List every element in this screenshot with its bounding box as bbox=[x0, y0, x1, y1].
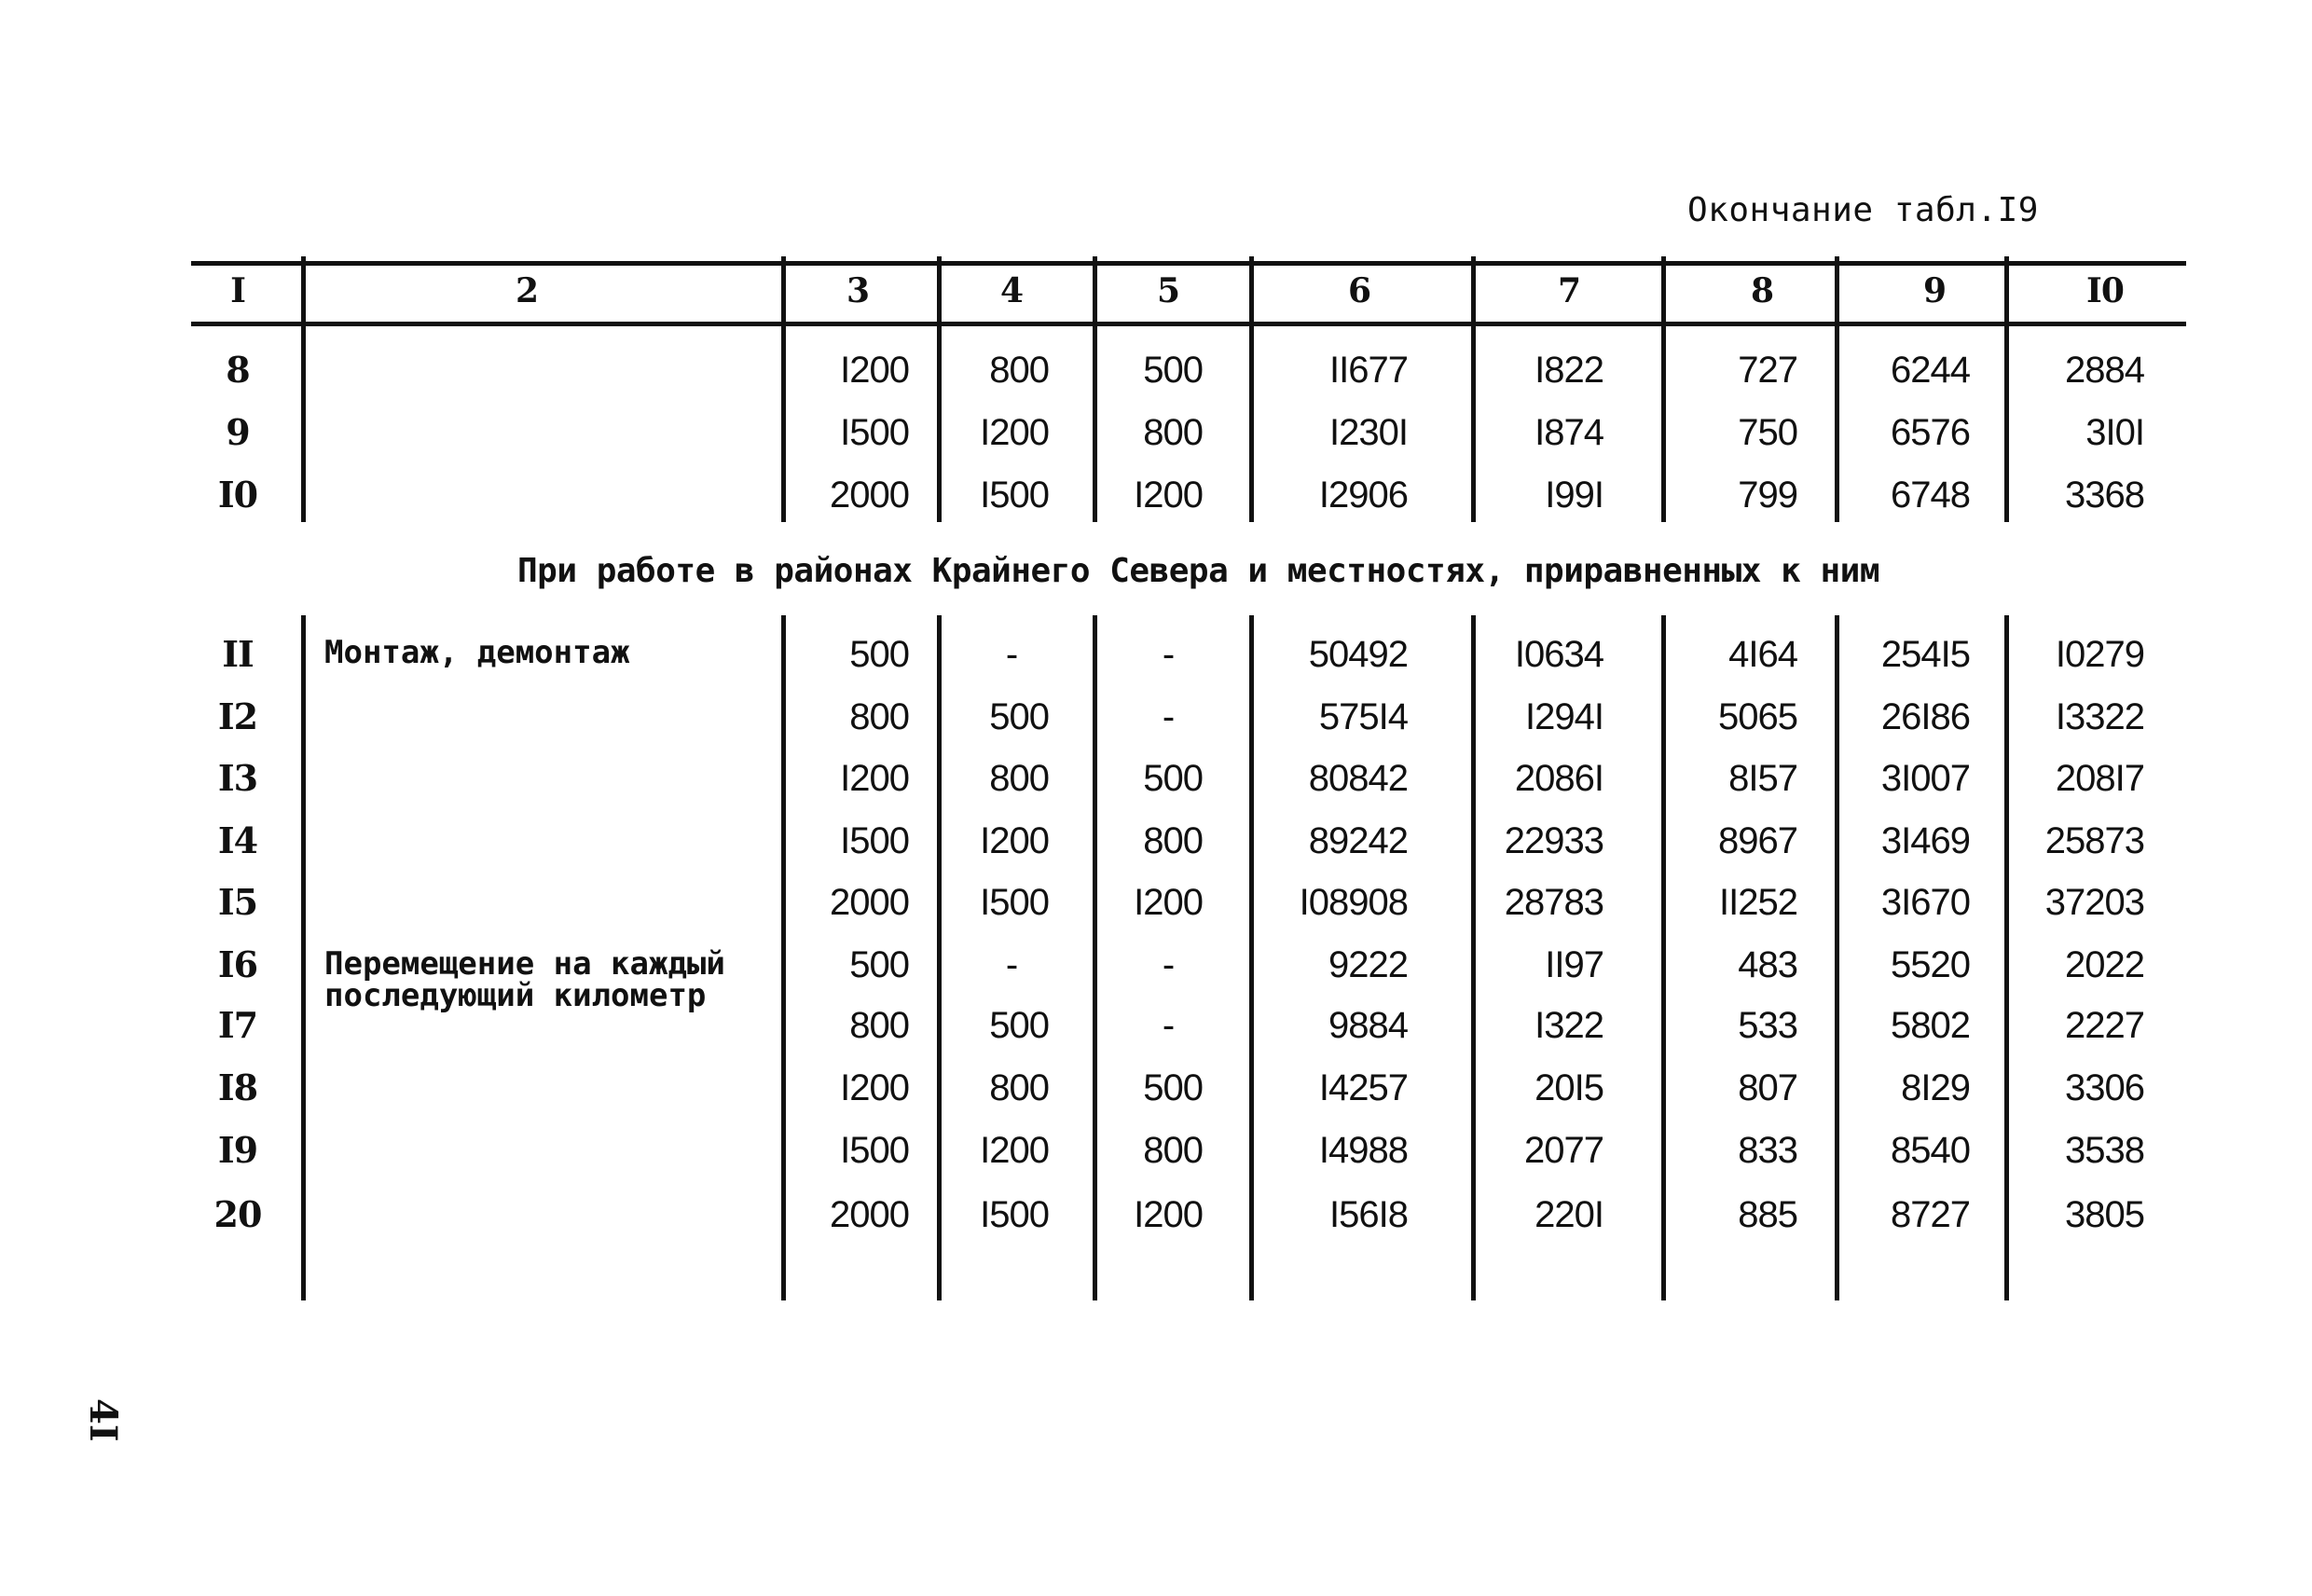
table-cell: 22933 bbox=[1504, 820, 1603, 861]
table-cell: 3368 bbox=[2065, 475, 2144, 516]
row-number: 20 bbox=[213, 1193, 262, 1235]
table-cell: 50492 bbox=[1308, 634, 1408, 675]
header-top-rule bbox=[191, 261, 2186, 266]
table-cell: I200 bbox=[980, 820, 1049, 861]
table-cell: 3306 bbox=[2065, 1067, 2144, 1108]
table-cell: 3I0I bbox=[2085, 412, 2144, 453]
table-cell: I0634 bbox=[1514, 634, 1603, 675]
table-cell: II677 bbox=[1329, 350, 1408, 391]
section-title: При работе в районах Крайнего Севера и местностях, приравненных к ним bbox=[517, 552, 1879, 590]
table-cell: 220I bbox=[1534, 1194, 1603, 1235]
table-cell: I200 bbox=[980, 412, 1049, 453]
table-cell: 8I57 bbox=[1728, 758, 1797, 799]
table-cell: I500 bbox=[980, 1194, 1049, 1235]
table-cell: I200 bbox=[1134, 882, 1203, 923]
table-cell: 208I7 bbox=[2055, 758, 2144, 799]
column-header: I bbox=[230, 271, 245, 310]
table-cell: 800 bbox=[849, 1005, 909, 1046]
table-cell: 5065 bbox=[1718, 696, 1797, 737]
table-cell: 2000 bbox=[830, 882, 909, 923]
table-cell: - bbox=[1162, 944, 1175, 985]
table-cell: 500 bbox=[849, 634, 909, 675]
table-cell: 5520 bbox=[1891, 944, 1970, 985]
table-caption: Окончание табл.I9 bbox=[1687, 191, 2039, 229]
row-number: 8 bbox=[226, 349, 250, 391]
table-cell: I500 bbox=[840, 412, 909, 453]
table-cell: 500 bbox=[989, 696, 1049, 737]
table-cell: 3805 bbox=[2065, 1194, 2144, 1235]
table-cell: 9222 bbox=[1328, 944, 1408, 985]
table-cell: II97 bbox=[1545, 944, 1603, 985]
table-cell: 533 bbox=[1738, 1005, 1797, 1046]
table-cell: 5802 bbox=[1891, 1005, 1970, 1046]
table-cell: 9884 bbox=[1328, 1005, 1408, 1046]
table-cell: 6576 bbox=[1891, 412, 1970, 453]
column-header: 8 bbox=[1750, 271, 1774, 310]
column-header: I0 bbox=[2086, 271, 2124, 310]
table-cell: 4I64 bbox=[1728, 634, 1797, 675]
table-cell: 483 bbox=[1738, 944, 1797, 985]
table-cell: 500 bbox=[1143, 758, 1203, 799]
table-cell: 2077 bbox=[1524, 1130, 1603, 1171]
table-cell: 800 bbox=[1143, 820, 1203, 861]
row-number: I9 bbox=[217, 1129, 258, 1171]
table-cell: I200 bbox=[840, 1067, 909, 1108]
table-cell: 8967 bbox=[1718, 820, 1797, 861]
table-cell: I200 bbox=[840, 758, 909, 799]
table-cell: 2884 bbox=[2065, 350, 2144, 391]
table-cell: 8540 bbox=[1891, 1130, 1970, 1171]
row-description-montage: Монтаж, демонтаж bbox=[324, 634, 630, 671]
table-cell: - bbox=[1162, 1005, 1175, 1046]
table-cell: - bbox=[1162, 696, 1175, 737]
table-cell: 807 bbox=[1738, 1067, 1797, 1108]
table-cell: 799 bbox=[1738, 475, 1797, 516]
table-cell: I500 bbox=[980, 882, 1049, 923]
table-cell: 89242 bbox=[1308, 820, 1408, 861]
table-cell: 3I670 bbox=[1880, 882, 1970, 923]
table-cell: 8727 bbox=[1891, 1194, 1970, 1235]
table-cell: II252 bbox=[1719, 882, 1797, 923]
table-cell: 2000 bbox=[830, 1194, 909, 1235]
table-cell: 800 bbox=[1143, 1130, 1203, 1171]
table-cell: 2000 bbox=[830, 475, 909, 516]
row-number: I4 bbox=[217, 819, 258, 861]
table-cell: I200 bbox=[840, 350, 909, 391]
table-cell: I2906 bbox=[1318, 475, 1408, 516]
table-cell: - bbox=[1162, 634, 1175, 675]
table-cell: 2227 bbox=[2065, 1005, 2144, 1046]
column-header: 3 bbox=[846, 271, 870, 310]
table-cell: 25873 bbox=[2044, 820, 2144, 861]
row-description-move-line1: Перемещение на каждый bbox=[324, 945, 725, 983]
table-cell: 2022 bbox=[2065, 944, 2144, 985]
table-cell: I200 bbox=[1134, 475, 1203, 516]
table-cell: I822 bbox=[1534, 350, 1603, 391]
table-cell: 833 bbox=[1738, 1130, 1797, 1171]
table-cell: 800 bbox=[989, 1067, 1049, 1108]
table-cell: 575I4 bbox=[1318, 696, 1408, 737]
table-cell: 500 bbox=[1143, 350, 1203, 391]
column-header: 4 bbox=[999, 271, 1024, 310]
table-cell: 6244 bbox=[1891, 350, 1970, 391]
table-cell: I294I bbox=[1525, 696, 1603, 737]
table-cell: 2086I bbox=[1514, 758, 1603, 799]
table-cell: - bbox=[1005, 944, 1018, 985]
column-header: 9 bbox=[1922, 271, 1947, 310]
column-separator bbox=[301, 615, 306, 1300]
table-cell: 500 bbox=[989, 1005, 1049, 1046]
table-cell: I874 bbox=[1534, 412, 1603, 453]
table-cell: I230I bbox=[1329, 412, 1408, 453]
table-cell: 727 bbox=[1738, 350, 1797, 391]
column-header: 7 bbox=[1557, 271, 1581, 310]
row-number: I6 bbox=[217, 943, 258, 985]
table-cell: I56I8 bbox=[1329, 1194, 1408, 1235]
table-cell: I200 bbox=[980, 1130, 1049, 1171]
table-cell: 750 bbox=[1738, 412, 1797, 453]
table-cell: I200 bbox=[1134, 1194, 1203, 1235]
column-header: 6 bbox=[1347, 271, 1371, 310]
column-header: 5 bbox=[1156, 271, 1180, 310]
table-cell: 28783 bbox=[1504, 882, 1603, 923]
table-cell: I500 bbox=[840, 1130, 909, 1171]
table-cell: 37203 bbox=[2044, 882, 2144, 923]
table-cell: 3I469 bbox=[1880, 820, 1970, 861]
row-number: I7 bbox=[217, 1004, 258, 1046]
table-cell: I08908 bbox=[1299, 882, 1408, 923]
table-cell: I500 bbox=[840, 820, 909, 861]
row-number: 9 bbox=[226, 411, 250, 453]
table-cell: 500 bbox=[849, 944, 909, 985]
row-number: I0 bbox=[217, 474, 258, 516]
table-cell: 800 bbox=[849, 696, 909, 737]
row-description-move-line2: последующий километр bbox=[324, 977, 707, 1014]
column-header: 2 bbox=[515, 271, 539, 310]
header-bottom-rule bbox=[191, 322, 2186, 326]
table-cell: - bbox=[1005, 634, 1018, 675]
column-separator bbox=[301, 256, 306, 522]
table-cell: 80842 bbox=[1308, 758, 1408, 799]
table-cell: I322 bbox=[1534, 1005, 1603, 1046]
table-cell: 885 bbox=[1738, 1194, 1797, 1235]
table-cell: 20I5 bbox=[1534, 1067, 1603, 1108]
row-number: II bbox=[222, 633, 254, 675]
row-number: I5 bbox=[217, 881, 258, 923]
table-cell: 254I5 bbox=[1880, 634, 1970, 675]
table-cell: 3I007 bbox=[1880, 758, 1970, 799]
table-cell: 500 bbox=[1143, 1067, 1203, 1108]
table-cell: 26I86 bbox=[1880, 696, 1970, 737]
table-cell: I99I bbox=[1545, 475, 1603, 516]
table-cell: I4257 bbox=[1318, 1067, 1408, 1108]
table-cell: 8I29 bbox=[1901, 1067, 1970, 1108]
row-number: I3 bbox=[217, 757, 258, 799]
table-cell: 3538 bbox=[2065, 1130, 2144, 1171]
table-cell: I3322 bbox=[2055, 696, 2144, 737]
page-number: 4I bbox=[81, 1398, 125, 1442]
table-cell: I0279 bbox=[2055, 634, 2144, 675]
table-cell: 800 bbox=[989, 350, 1049, 391]
table-cell: 800 bbox=[989, 758, 1049, 799]
table-cell: I4988 bbox=[1318, 1130, 1408, 1171]
row-number: I2 bbox=[217, 695, 258, 737]
table-cell: 6748 bbox=[1891, 475, 1970, 516]
row-number: I8 bbox=[217, 1066, 258, 1108]
table-cell: I500 bbox=[980, 475, 1049, 516]
table-cell: 800 bbox=[1143, 412, 1203, 453]
